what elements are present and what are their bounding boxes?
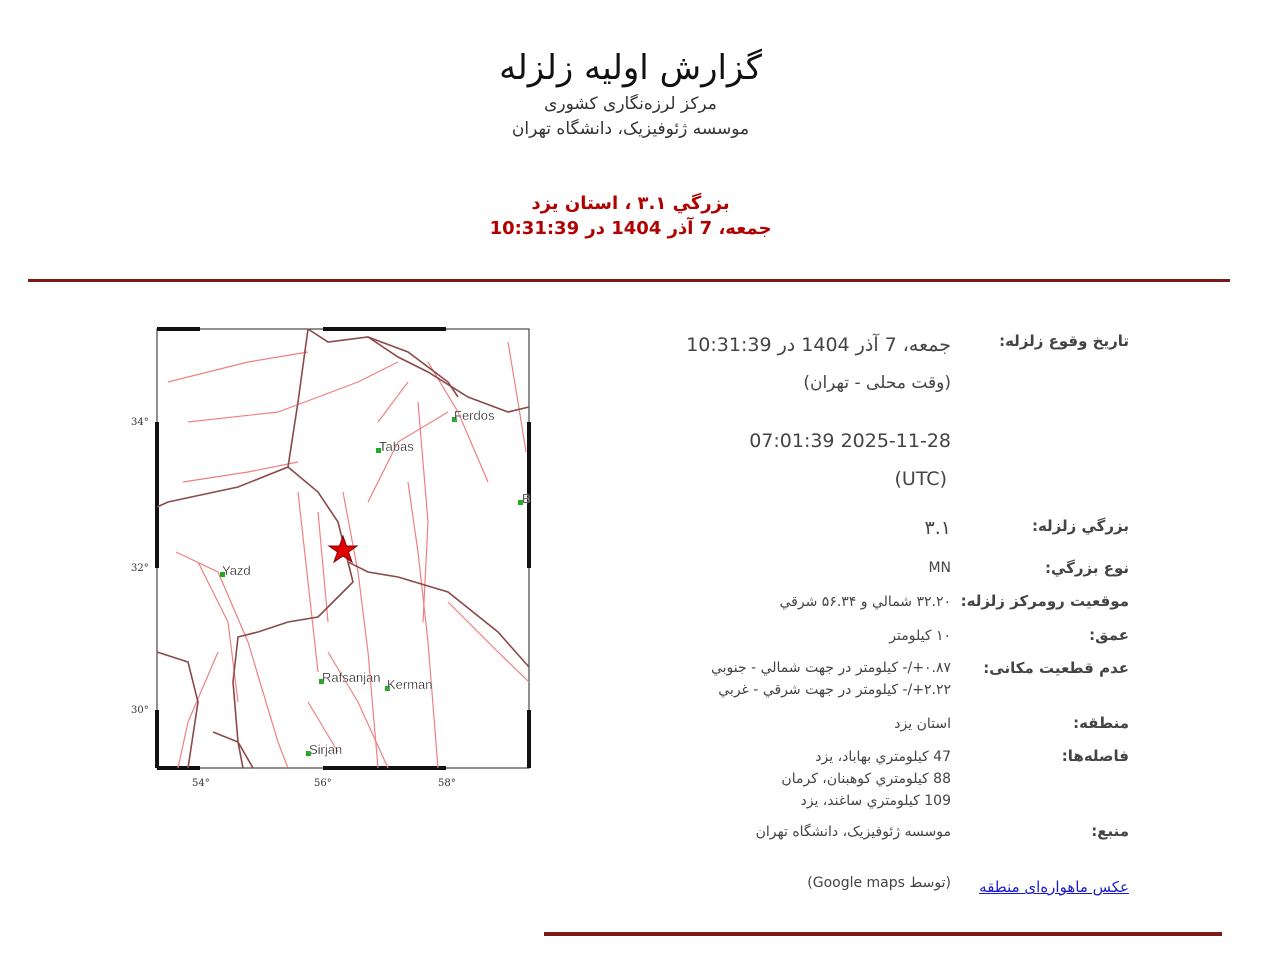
- page-title: گزارش اولیه زلزله: [499, 48, 762, 88]
- city-label-tabas: Tabas: [379, 439, 414, 454]
- institute-name: موسسه ژئوفیزیک، دانشگاه تهران: [511, 119, 750, 139]
- distance-item: 109 کيلومتري ساغند، يزد: [800, 793, 951, 809]
- region-value: استان يزد: [894, 716, 951, 732]
- lat-tick-30: 30°: [131, 705, 149, 716]
- uncertainty-ns: ۰.۸۷+/- کيلومتر در جهت شمالي - جنوبي: [710, 660, 951, 676]
- source-label: منبع:: [1091, 822, 1129, 840]
- magnitude-type-value: MN: [928, 560, 951, 576]
- distances-list: [781, 746, 951, 812]
- center-name: مرکز لرزه‌نگاری کشوری: [544, 94, 717, 114]
- lon-tick-58: 58°: [438, 778, 456, 789]
- summary-datetime: جمعه، 7 آذر 1404 در 10:31:39: [489, 218, 772, 239]
- location-label: موقعيت رومرکز زلزله:: [960, 592, 1129, 610]
- location-value: ۳۲.۲۰ شمالي و ۵۶.۳۴ شرقي: [779, 594, 951, 610]
- city-label-kerman: Kerman: [387, 677, 433, 692]
- satellite-image-link[interactable]: عکس ماهواره‌ای منطقه: [979, 878, 1129, 896]
- date-local-note: (وقت محلی - تهران): [803, 373, 951, 393]
- source-value: موسسه ژئوفيزيک، دانشگاه تهران: [755, 824, 951, 840]
- lon-tick-54: 54°: [192, 778, 210, 789]
- magnitude-type-label: نوع بزرگي:: [1044, 559, 1129, 577]
- satellite-note: (توسط Google maps): [807, 875, 951, 891]
- region-label: منطقه:: [1073, 714, 1129, 732]
- lat-tick-34: 34°: [131, 417, 149, 428]
- date-local-value: جمعه، 7 آذر 1404 در 10:31:39: [686, 334, 951, 356]
- utc-note: (UTC): [894, 468, 947, 490]
- lat-tick-32: 32°: [131, 563, 149, 574]
- distance-item: 47 کيلومتري بهاباد، يزد: [815, 749, 951, 765]
- top-divider: [28, 279, 1230, 282]
- city-label-sirjan: Sirjan: [309, 742, 343, 757]
- uncertainty-values: [711, 657, 951, 701]
- city-label-yazd: Yazd: [222, 563, 251, 578]
- date-utc-value: 2025-11-28 07:01:39: [749, 430, 951, 452]
- epicenter-map: [128, 322, 538, 797]
- uncertainty-ew: ۲.۲۲+/- کيلومتر در جهت شرقي - غربي: [718, 682, 951, 698]
- uncertainty-label: عدم قطعيت مکانی:: [983, 659, 1129, 677]
- satellite-image-link-wrap: [979, 878, 1129, 896]
- city-label-rafsanjan: Rafsanjan: [322, 670, 381, 685]
- city-label-b: B: [522, 491, 531, 506]
- distances-label: فاصله‌ها:: [1061, 747, 1129, 765]
- city-label-ferdos: Ferdos: [454, 408, 495, 423]
- depth-value: ۱۰ کيلومتر: [889, 628, 951, 644]
- depth-label: عمق:: [1089, 626, 1129, 644]
- bottom-divider: [544, 932, 1222, 936]
- date-label: تاريخ وقوع زلزله:: [999, 332, 1129, 350]
- lon-tick-56: 56°: [314, 778, 332, 789]
- magnitude-label: بزرگي زلزله:: [1031, 517, 1129, 535]
- distance-item: 88 کيلومتري کوهبنان، کرمان: [781, 771, 951, 787]
- magnitude-value: ۳.۱: [924, 517, 951, 539]
- summary-magnitude: بزرگي ۳.۱ ، استان يزد: [531, 193, 730, 214]
